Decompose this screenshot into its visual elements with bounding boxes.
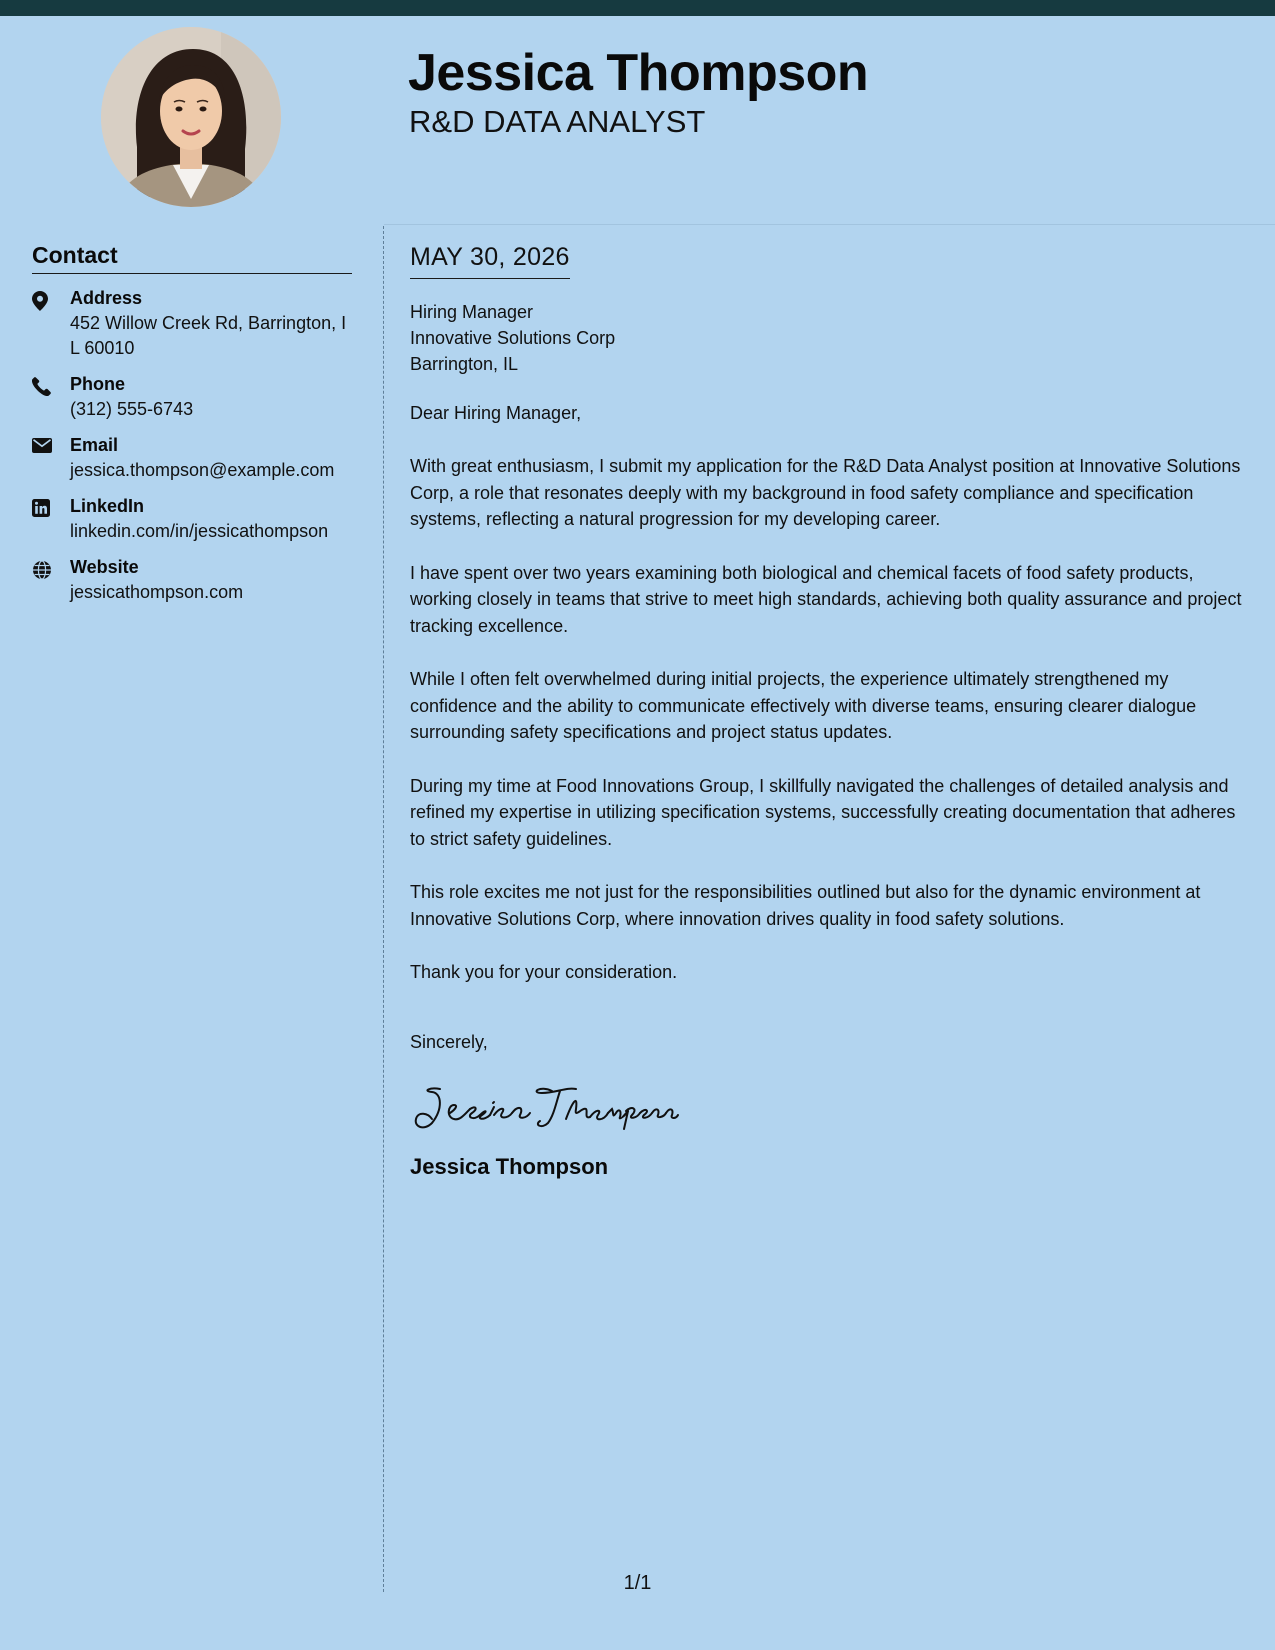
contact-linkedin-label: LinkedIn [70, 496, 145, 516]
column-divider [383, 226, 384, 1592]
letter-paragraph: Thank you for your consideration. [410, 962, 678, 982]
contact-linkedin [32, 494, 352, 544]
phone-icon [32, 372, 70, 422]
header-divider [384, 224, 1275, 225]
letter-paragraph: With great enthusiasm, I submit my application for the R&D Data Analyst position at Innovative Solutions Corp, a role that resonates deeply with my background in food safety compliance and specification systems, reflecting a natural progression for my developing career. [410, 456, 1241, 529]
envelope-icon [32, 433, 70, 483]
recipient-line: Barrington, IL [410, 354, 519, 374]
map-pin-icon [32, 286, 70, 361]
contact-email-label: Email [70, 435, 119, 455]
contact-address [32, 286, 352, 361]
candidate-role: R&D DATA ANALYST [409, 104, 706, 139]
letter-paragraph: This role excites me not just for the responsibilities outlined but also for the dynamic environment at Innovative Solutions Corp, where innovation drives quality in food safety solutions. [410, 882, 1201, 929]
contact-list [32, 286, 352, 605]
contact-section-title: Contact [32, 240, 352, 274]
candidate-name: Jessica Thompson [408, 44, 869, 102]
contact-address-value: 452 Willow Creek Rd, Barrington, IL 60010 [70, 313, 347, 358]
recipient-block [410, 299, 1255, 377]
closing: Sincerely, [410, 1031, 488, 1052]
contact-phone-value: (312) 555-6743 [70, 399, 194, 419]
salutation: Dear Hiring Manager, [410, 403, 582, 423]
profile-photo [101, 27, 281, 207]
contact-website-label: Website [70, 557, 139, 577]
letter-paragraph: I have spent over two years examining both biological and chemical facets of food safety products, working closely in teams that strive to meet high standards, achieving both quality assurance and project tracking excellence. [410, 562, 1242, 636]
contact-phone [32, 372, 352, 422]
contact-email-value[interactable]: jessica.thompson@example.com [70, 460, 335, 480]
letter-paragraph: During my time at Food Innovations Group, I skillfully navigated the challenges of detailed analysis and refined my expertise in utilizing specification systems, successfully creating documentation that adheres to strict safety guidelines. [410, 775, 1236, 849]
letter-paragraph: While I often felt overwhelmed during initial projects, the experience ultimately strengthened my confidence and the ability to communicate effectively with diverse teams, ensuring clearer dialogue surrounding safety specifications and project status updates. [410, 669, 1197, 742]
signed-name: Jessica Thompson [410, 1153, 609, 1179]
contact-address-label: Address [70, 288, 143, 308]
contact-email [32, 433, 352, 483]
page-number: 1/1 [623, 1572, 652, 1594]
globe-icon [32, 555, 70, 605]
letter-body [410, 240, 1255, 1181]
handwritten-signature [410, 1079, 1255, 1135]
contact-website-value[interactable]: jessicathompson.com [70, 582, 244, 602]
contact-sidebar [32, 240, 352, 616]
recipient-line: Innovative Solutions Corp [410, 328, 616, 348]
contact-phone-label: Phone [70, 374, 126, 394]
recipient-line: Hiring Manager [410, 302, 534, 322]
top-accent-bar [0, 0, 1275, 16]
profile-photo-illustration [101, 27, 281, 207]
linkedin-icon [32, 494, 70, 544]
contact-linkedin-value[interactable]: linkedin.com/in/jessicathompson [70, 521, 329, 541]
letter-date: MAY 30, 2026 [410, 240, 570, 279]
contact-website [32, 555, 352, 605]
